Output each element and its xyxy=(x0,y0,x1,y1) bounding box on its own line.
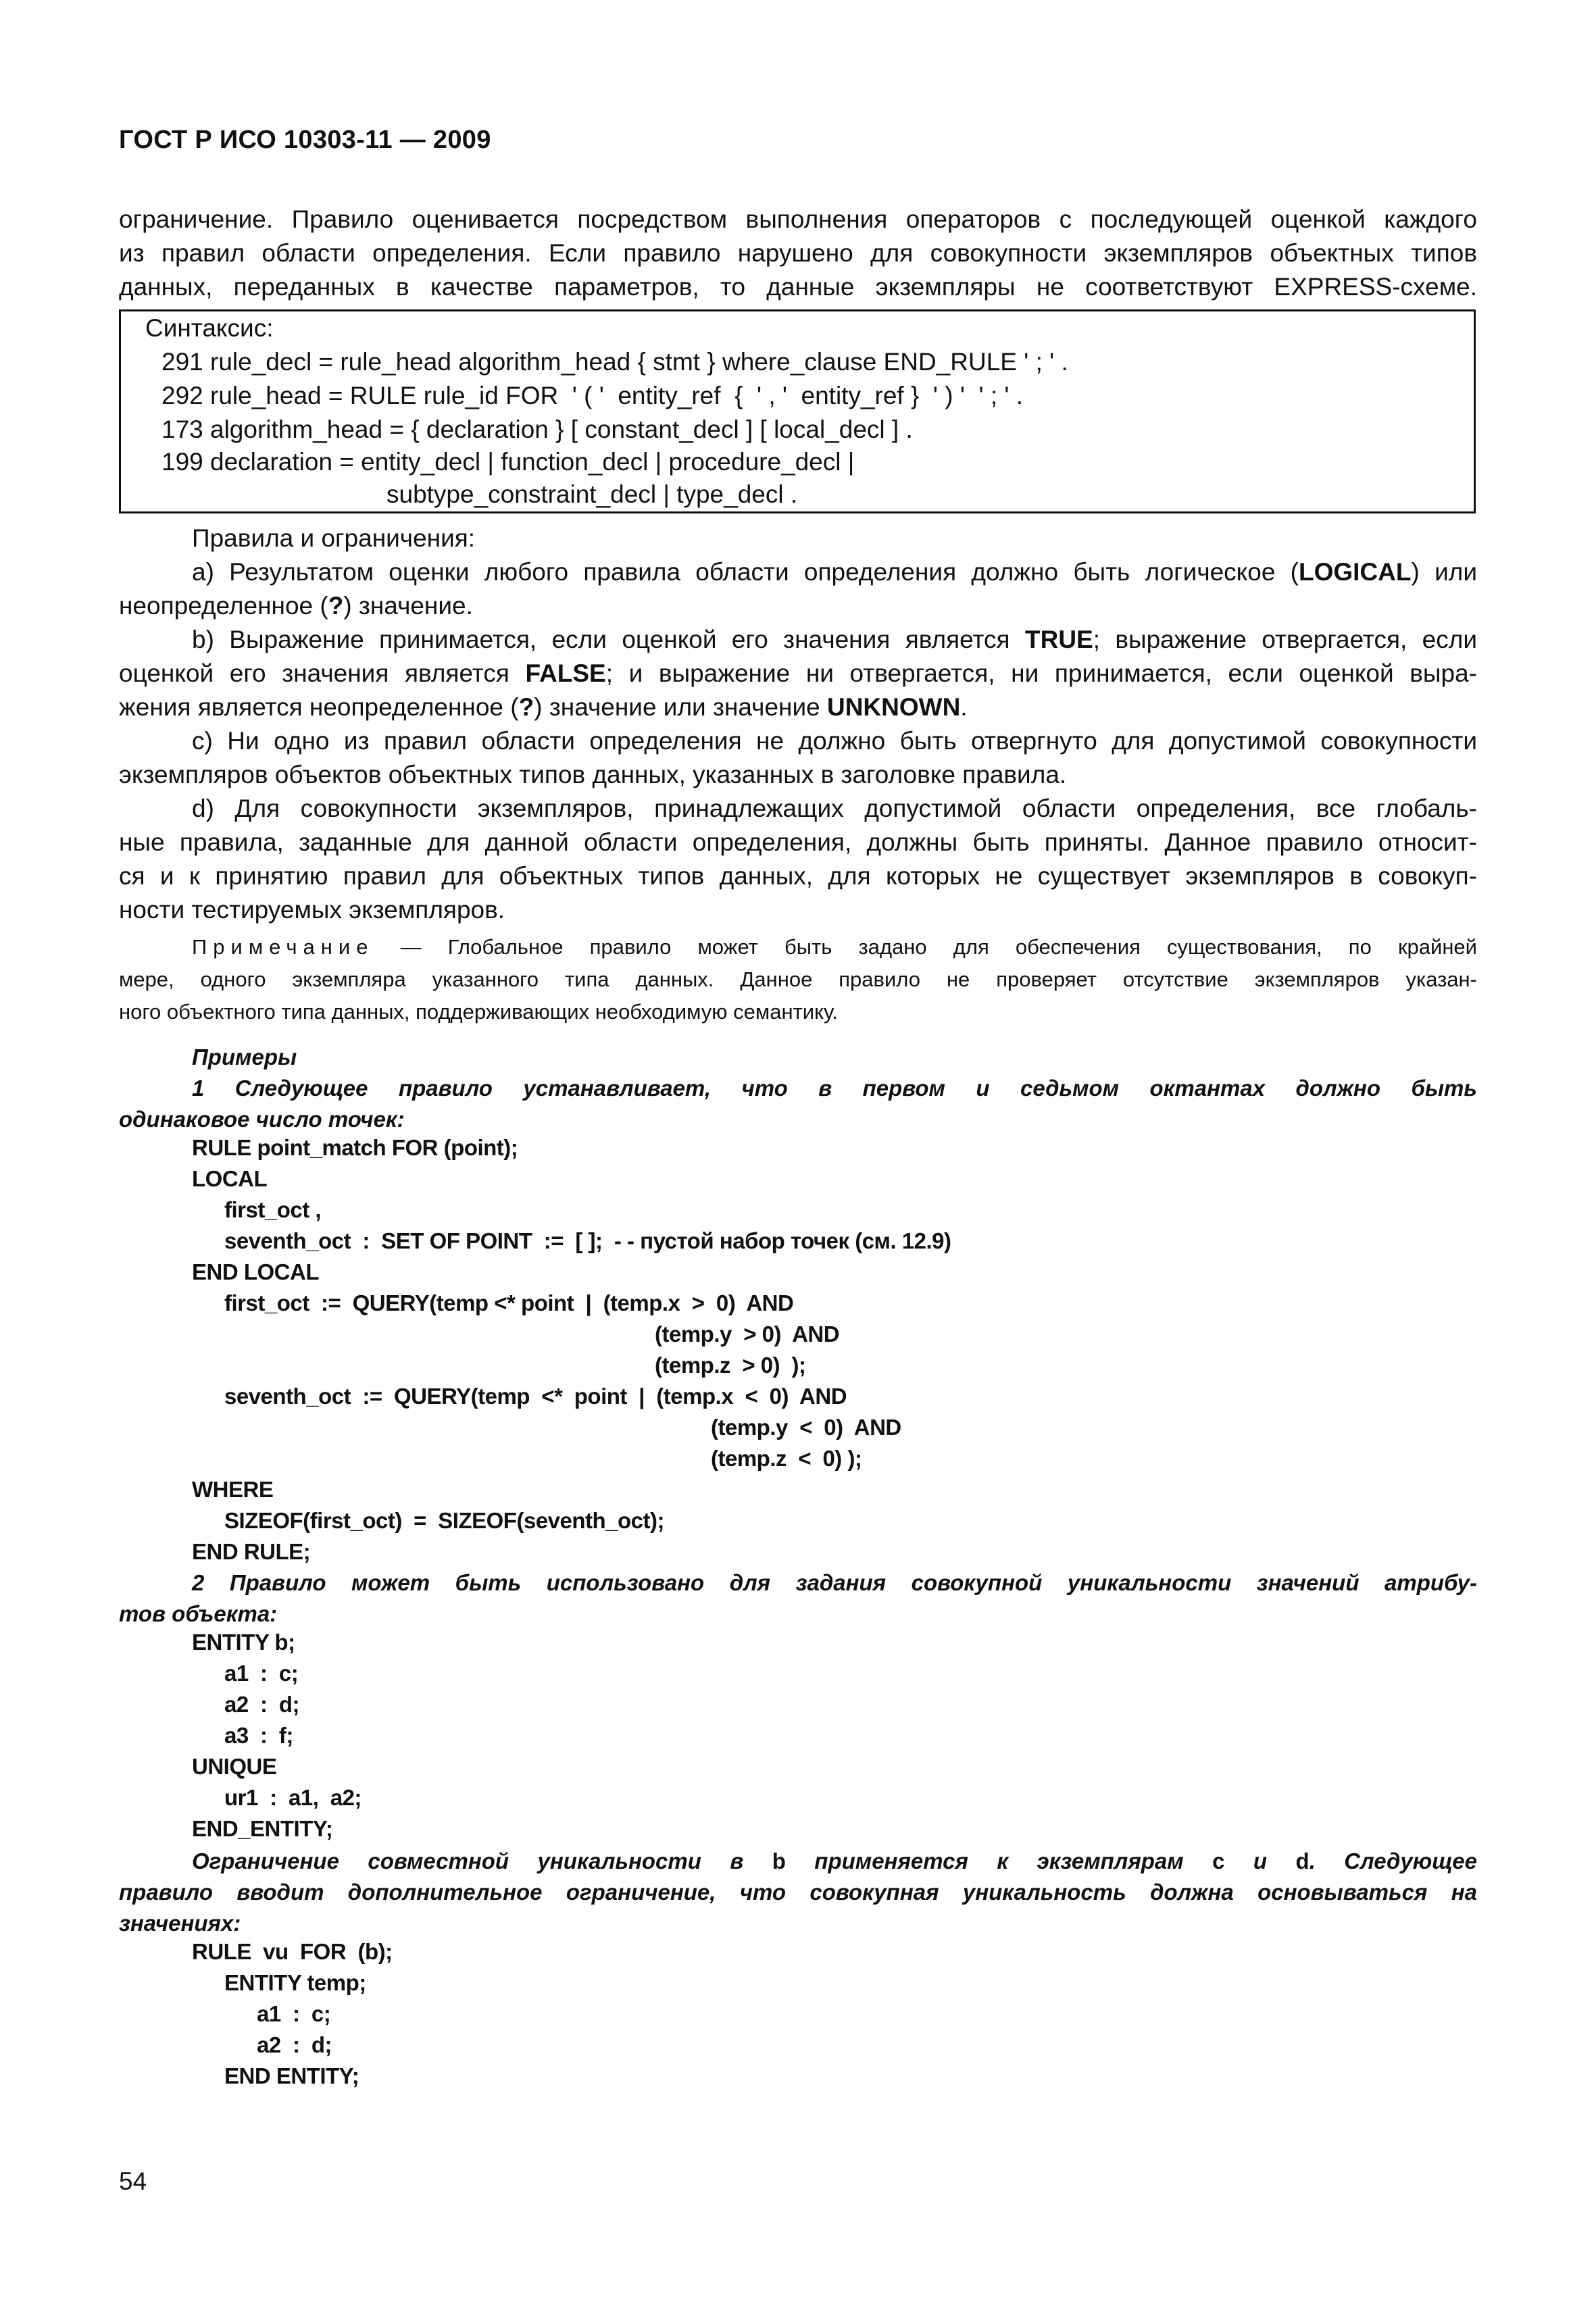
rule-d-line: ности тестируемых экземпляров. xyxy=(119,896,505,924)
note-line: мере, одного экземпляра указанного типа данных. Данное правило не проверяет отсутствие экземпляров указан- xyxy=(119,967,1477,991)
syntax-box xyxy=(119,309,1476,513)
code-line: a2 : d; xyxy=(224,1692,300,1717)
page-number: 54 xyxy=(119,2167,147,2195)
example-3-caption: Ограничение совместной уникальности в b применяется к экземплярам c и d. Следующее правило вводит дополнительное ограничение, что совокупная уникальность должна основываться на значениях: xyxy=(119,1848,1477,1936)
example-1-caption: 1 Следующее правило устанавливает, что в первом и седьмом октантах должно быть одинаковое число точек: xyxy=(119,1076,1477,1132)
note-label: Примечание xyxy=(192,935,374,959)
syntax-rule-173: 173 algorithm_head = { declaration } [ constant_decl ] [ local_decl ] . xyxy=(161,416,913,443)
code-line: WHERE xyxy=(192,1477,274,1502)
rule-b-line: b) Выражение принимается, если оценкой его значения является TRUE; выражение отвергается, если xyxy=(192,626,1478,653)
rule-a-line: a) Результатом оценки любого правила области определения должно быть логическое (LOGICAL) или xyxy=(192,558,1477,586)
code-line: (temp.z < 0) ); xyxy=(711,1446,862,1471)
code-line: (temp.y < 0) AND xyxy=(711,1415,901,1440)
note-block xyxy=(119,931,1477,1028)
syntax-rule-291: 291 rule_decl = rule_head algorithm_head { stmt } where_clause END_RULE ' ; ' . xyxy=(161,348,1068,376)
code-line: a3 : f; xyxy=(224,1723,293,1748)
rule-c-line: экземпляров объектов объектных типов данных, указанных в заголовке правила. xyxy=(119,761,1067,788)
rule-a-line: неопределенное (?) значение. xyxy=(119,592,473,620)
rule-d-line: ся и к принятию правил для объектных типов данных, для которых не существует экземпляров в совокуп- xyxy=(119,862,1477,890)
rule-c-line: c) Ни одно из правил области определения не должно быть отвергнуто для допустимой совокупности xyxy=(192,727,1477,755)
code-line: RULE point_match FOR (point); xyxy=(192,1135,518,1160)
rules-heading: Правила и ограничения: xyxy=(192,524,476,552)
rules-section xyxy=(119,522,1477,927)
syntax-rule-199: 199 declaration = entity_decl | function_decl | procedure_decl | xyxy=(161,448,855,476)
code-line: seventh_oct : SET OF POINT := [ ]; - - пустой набор точек (см. 12.9) xyxy=(224,1228,951,1253)
code-line: RULE vu FOR (b); xyxy=(192,1939,393,1964)
code-line: a1 : c; xyxy=(224,1661,299,1686)
intro-line: ограничение. Правило оценивается посредством выполнения операторов с последующей оценкой каждого xyxy=(119,205,1477,233)
intro-line: данных, переданных в качестве параметров, то данные экземпляры не соответствуют EXPRESS-схеме. xyxy=(119,273,1477,301)
code-line: ur1 : a1, a2; xyxy=(224,1785,361,1810)
code-line: END ENTITY; xyxy=(224,2063,359,2088)
code-line: (temp.z > 0) ); xyxy=(655,1353,806,1378)
intro-paragraph xyxy=(119,203,1477,304)
code-line: SIZEOF(first_oct) = SIZEOF(seventh_oct); xyxy=(224,1508,665,1533)
code-line: first_oct := QUERY(temp <* point | (temp.x > 0) AND xyxy=(224,1290,794,1315)
examples-title: Примеры xyxy=(192,1045,297,1070)
code-line: seventh_oct := QUERY(temp <* point | (temp.x < 0) AND xyxy=(224,1384,847,1409)
example-2-caption: 2 Правило может быть использовано для задания совокупной уникальности значений атрибу- тов объекта: xyxy=(119,1570,1477,1626)
syntax-rule-292: 292 rule_head = RULE rule_id FOR ' ( ' entity_ref { ' , ' entity_ref } ' ) ' ' ; ' . xyxy=(161,382,1024,409)
document-header: ГОСТ Р ИСО 10303-11 — 2009 xyxy=(119,126,491,154)
intro-line: из правил области определения. Если правило нарушено для совокупности экземпляров объектных типов xyxy=(119,239,1477,267)
rule-b-line: оценкой его значения является FALSE; и выражение ни отвергается, ни принимается, если оценкой выра- xyxy=(119,659,1477,687)
code-line: (temp.y > 0) AND xyxy=(655,1322,840,1347)
code-line: END LOCAL xyxy=(192,1259,319,1284)
code-line: UNIQUE xyxy=(192,1754,277,1779)
syntax-rule-199-cont: subtype_constraint_decl | type_decl . xyxy=(386,480,798,508)
note-line: Примечание — Глобальное правило может быть задано для обеспечения существования, по крайней xyxy=(192,935,1477,959)
code-line: END_ENTITY; xyxy=(192,1816,333,1841)
syntax-label: Синтаксис: xyxy=(145,314,274,342)
code-line: END RULE; xyxy=(192,1539,311,1564)
code-line: ENTITY temp; xyxy=(224,1970,366,1995)
note-line: ного объектного типа данных, поддерживающих необходимую семантику. xyxy=(119,1000,839,1024)
code-line: first_oct , xyxy=(224,1197,322,1222)
code-line: a1 : c; xyxy=(257,2001,331,2026)
code-line: ENTITY b; xyxy=(192,1630,295,1655)
code-line: a2 : d; xyxy=(257,2032,332,2057)
code-line: LOCAL xyxy=(192,1166,268,1191)
rule-d-line: ные правила, заданные для данной области определения, должны быть приняты. Данное правило относит- xyxy=(119,828,1477,856)
rule-b-line: жения является неопределенное (?) значение или значение UNKNOWN. xyxy=(119,693,968,721)
rule-d-line: d) Для совокупности экземпляров, принадлежащих допустимой области определения, все глобаль- xyxy=(192,795,1477,822)
